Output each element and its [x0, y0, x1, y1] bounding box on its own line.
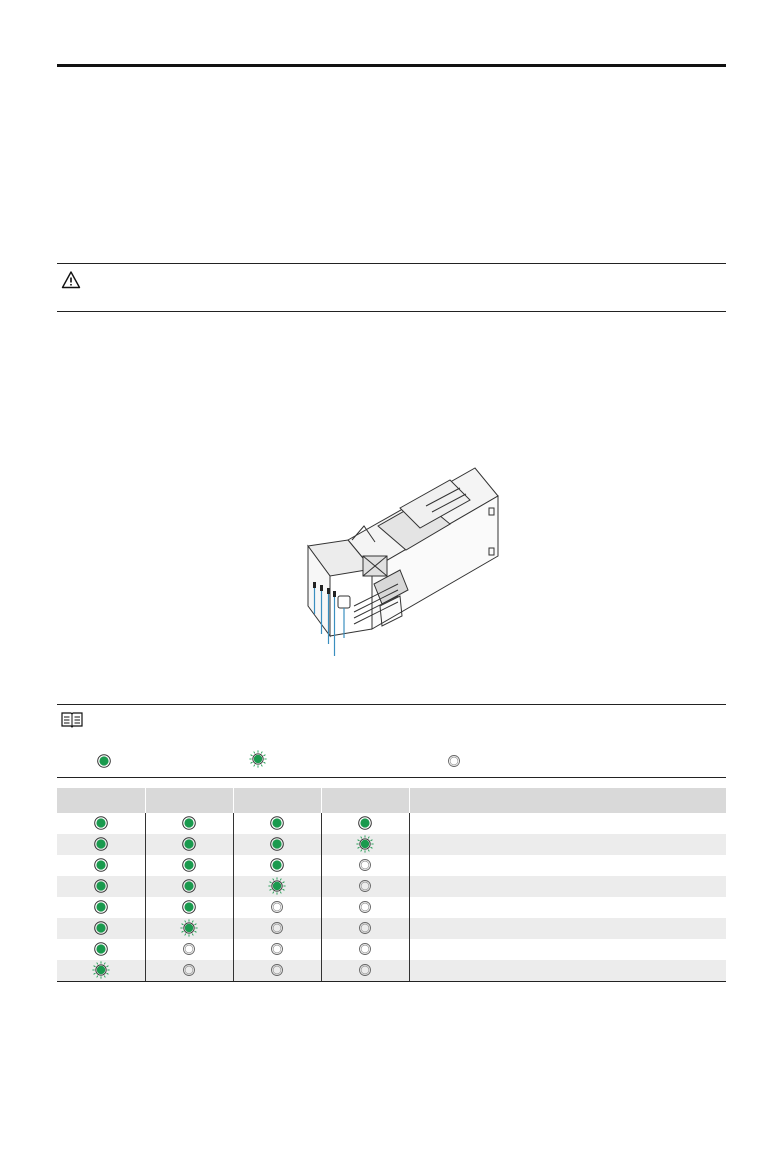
- led4-cell: [321, 960, 409, 982]
- led-off-icon: [356, 961, 374, 979]
- led-on-icon: [92, 856, 110, 874]
- led3-cell: [233, 876, 321, 897]
- led-on-icon: [356, 814, 374, 832]
- led-blink-icon: [180, 919, 198, 937]
- led1-cell: [57, 876, 145, 897]
- led-off-icon: [180, 940, 198, 958]
- led1-cell: [57, 813, 145, 834]
- led-off-icon: [180, 961, 198, 979]
- led3-cell: [233, 939, 321, 960]
- warning-icon: [61, 270, 81, 290]
- table-row: [57, 855, 726, 876]
- led2-cell: [145, 939, 233, 960]
- battery-level-table: [57, 788, 726, 982]
- legend-led-off-icon: [445, 752, 465, 772]
- led4-cell: [321, 876, 409, 897]
- led3-cell: [233, 855, 321, 876]
- table-row: [57, 918, 726, 939]
- level-cell: [409, 960, 726, 982]
- led-off-icon: [356, 877, 374, 895]
- led-off-icon: [356, 856, 374, 874]
- level-cell: [409, 876, 726, 897]
- table-header-row: [57, 788, 726, 813]
- led-on-icon: [180, 835, 198, 853]
- battery-illustration: [300, 466, 505, 662]
- led2-cell: [145, 918, 233, 939]
- note-box: [57, 704, 726, 778]
- led4-cell: [321, 855, 409, 876]
- table-row: [57, 876, 726, 897]
- led-off-icon: [356, 940, 374, 958]
- led2-cell: [145, 897, 233, 918]
- led4-cell: [321, 897, 409, 918]
- level-cell: [409, 834, 726, 855]
- level-cell: [409, 897, 726, 918]
- led-off-icon: [268, 961, 286, 979]
- led-on-icon: [268, 835, 286, 853]
- header-led1: [57, 788, 145, 813]
- led-on-icon: [180, 814, 198, 832]
- led1-cell: [57, 834, 145, 855]
- led3-cell: [233, 960, 321, 982]
- led3-cell: [233, 918, 321, 939]
- led-off-icon: [268, 940, 286, 958]
- led1-cell: [57, 918, 145, 939]
- led-on-icon: [180, 898, 198, 916]
- level-cell: [409, 855, 726, 876]
- led-on-icon: [92, 919, 110, 937]
- led2-cell: [145, 960, 233, 982]
- led-off-icon: [268, 919, 286, 937]
- led1-cell: [57, 855, 145, 876]
- led1-cell: [57, 960, 145, 982]
- table-row: [57, 960, 726, 982]
- led-on-icon: [92, 898, 110, 916]
- led-on-icon: [180, 856, 198, 874]
- led3-cell: [233, 813, 321, 834]
- led-on-icon: [92, 877, 110, 895]
- book-icon: [61, 711, 83, 728]
- led4-cell: [321, 813, 409, 834]
- led-off-icon: [356, 898, 374, 916]
- led-on-icon: [92, 940, 110, 958]
- header-led3: [233, 788, 321, 813]
- header-led2: [145, 788, 233, 813]
- led-blink-icon: [92, 961, 110, 979]
- led4-cell: [321, 834, 409, 855]
- led-on-icon: [92, 835, 110, 853]
- led-on-icon: [92, 814, 110, 832]
- top-rule: [57, 64, 726, 67]
- legend-led-blink-icon: [249, 750, 269, 770]
- led-blink-icon: [356, 835, 374, 853]
- table-row: [57, 813, 726, 834]
- led-blink-icon: [268, 877, 286, 895]
- table-row: [57, 897, 726, 918]
- led2-cell: [145, 834, 233, 855]
- led4-cell: [321, 918, 409, 939]
- led2-cell: [145, 855, 233, 876]
- led2-cell: [145, 876, 233, 897]
- led3-cell: [233, 897, 321, 918]
- led3-cell: [233, 834, 321, 855]
- led-on-icon: [268, 814, 286, 832]
- led2-cell: [145, 813, 233, 834]
- table-row: [57, 939, 726, 960]
- led-on-icon: [268, 856, 286, 874]
- legend-led-on-icon: [95, 752, 115, 772]
- led4-cell: [321, 939, 409, 960]
- header-level: [409, 788, 726, 813]
- table-row: [57, 834, 726, 855]
- led1-cell: [57, 939, 145, 960]
- header-led4: [321, 788, 409, 813]
- level-cell: [409, 939, 726, 960]
- led-off-icon: [356, 919, 374, 937]
- level-cell: [409, 813, 726, 834]
- warning-box: [57, 263, 726, 312]
- level-cell: [409, 918, 726, 939]
- led1-cell: [57, 897, 145, 918]
- led-on-icon: [180, 877, 198, 895]
- led-off-icon: [268, 898, 286, 916]
